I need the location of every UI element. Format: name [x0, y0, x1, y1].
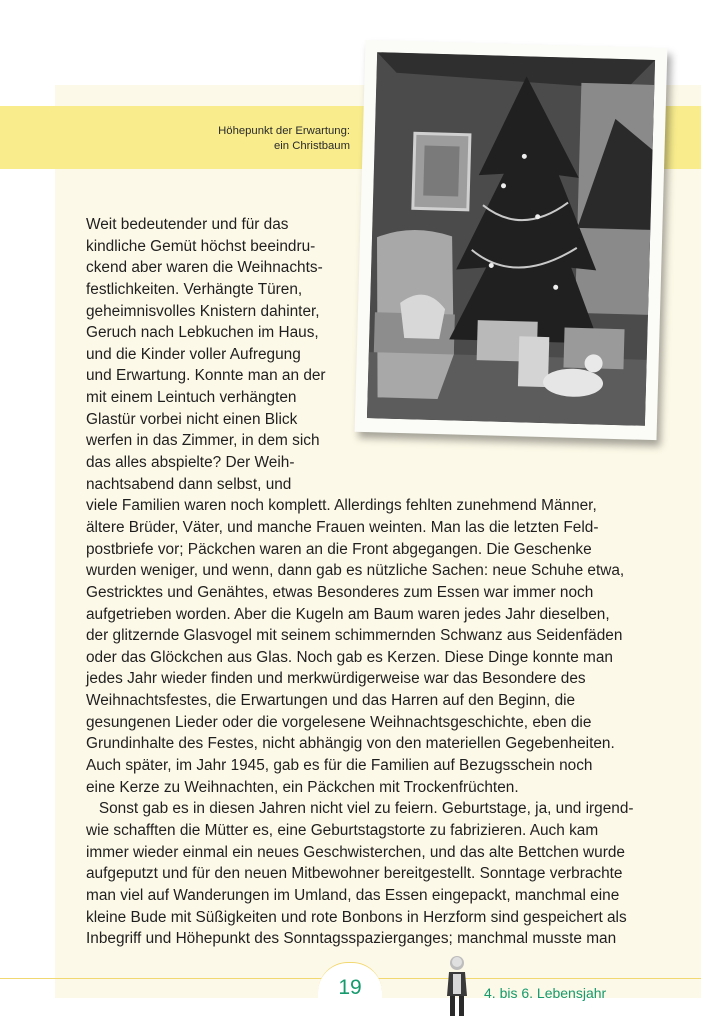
text-line: Inbegriff und Höhepunkt des Sonntagsspazierganges; manchmal musste man: [86, 930, 617, 948]
text-line: nachtsabend dann selbst, und: [86, 475, 292, 493]
text-line: man viel auf Wanderungen im Umland, das Essen eingepackt, manchmal eine: [86, 886, 620, 904]
child-figure-icon: [444, 954, 470, 1020]
text-line: aufgetrieben worden. Aber die Kugeln am Baum waren jedes Jahr dieselben,: [86, 605, 610, 623]
text-line: immer wieder einmal ein neues Geschwisterchen, und das alte Bettchen wurde: [86, 843, 625, 861]
text-line: das alles abspielte? Der Weih-: [86, 454, 295, 472]
caption-line-2: ein Christbaum: [274, 139, 350, 152]
body-text: [86, 214, 646, 950]
text-line: und Erwartung. Konnte man an der: [86, 367, 326, 385]
text-line: Glastür vorbei nicht einen Blick: [86, 410, 298, 428]
text-line: Weihnachtsfestes, die Erwartungen und das Harren auf den Beginn, die: [86, 692, 576, 710]
text-line: der glitzernde Glasvogel mit seinem schimmernden Schwanz aus Seidenfäden: [86, 627, 623, 645]
chapter-label: 4. bis 6. Lebensjahr: [484, 985, 607, 1001]
text-line: jedes Jahr wieder finden und merkwürdigerweise war das Besondere des: [86, 670, 586, 688]
text-line: Auch später, im Jahr 1945, gab es für die Familien auf Bezugsschein noch: [86, 757, 593, 775]
text-line: festlichkeiten. Verhängte Türen,: [86, 280, 303, 298]
text-line: Geruch nach Lebkuchen im Haus,: [86, 324, 319, 342]
text-line: ckend aber waren die Weihnachts-: [86, 259, 323, 277]
text-line: Sonst gab es in diesen Jahren nicht viel zu feiern. Geburtstage, ja, und irgend-: [86, 800, 634, 818]
text-line: kindliche Gemüt höchst beeindru-: [86, 237, 316, 255]
text-line: mit einem Leintuch verhängten: [86, 389, 297, 407]
text-line: postbriefe vor; Päckchen waren an die Front abgegangen. Die Geschenke: [86, 540, 592, 558]
text-line: Weit bedeutender und für das: [86, 216, 289, 233]
text-line: werfen in das Zimmer, in dem sich: [86, 432, 320, 450]
text-line: wie schafften die Mütter es, eine Geburtstagstorte zu fabrizieren. Auch kam: [86, 821, 599, 839]
text-line: wurden weniger, und wenn, dann gab es nützliche Sachen: neue Schuhe etwa,: [86, 562, 625, 580]
text-line: Grundinhalte des Festes, nicht abhängig von den materiellen Gegebenheiten.: [86, 735, 615, 753]
text-line: eine Kerze zu Weihnachten, ein Päckchen mit Trockenfrüchten.: [86, 778, 519, 796]
text-line: geheimnisvolles Knistern dahinter,: [86, 302, 320, 320]
text-line: Gestricktes und Genähtes, etwas Besonderes zum Essen war immer noch: [86, 583, 594, 601]
caption-line-1: Höhepunkt der Erwartung:: [218, 125, 350, 137]
text-line: aufgeputzt und für den neuen Mitbewohner bereitgestellt. Sonntage verbrachte: [86, 865, 623, 883]
photo-caption: [150, 124, 350, 153]
text-line: und die Kinder voller Aufregung: [86, 345, 301, 363]
text-line: oder das Glöckchen aus Glas. Noch gab es Kerzen. Diese Dinge konnte man: [86, 648, 613, 666]
text-line: kleine Bude mit Süßigkeiten und rote Bonbons in Herzform sind gespeichert als: [86, 908, 627, 926]
text-line: viele Familien waren noch komplett. Allerdings fehlten zunehmend Männer,: [86, 497, 597, 515]
page-number: 19: [338, 976, 362, 999]
text-line: gesungenen Lieder oder die vorgelesene Weihnachtsgeschichte, eben die: [86, 713, 592, 731]
text-line: ältere Brüder, Väter, und manche Frauen weinten. Man las die letzten Feld-: [86, 518, 599, 536]
